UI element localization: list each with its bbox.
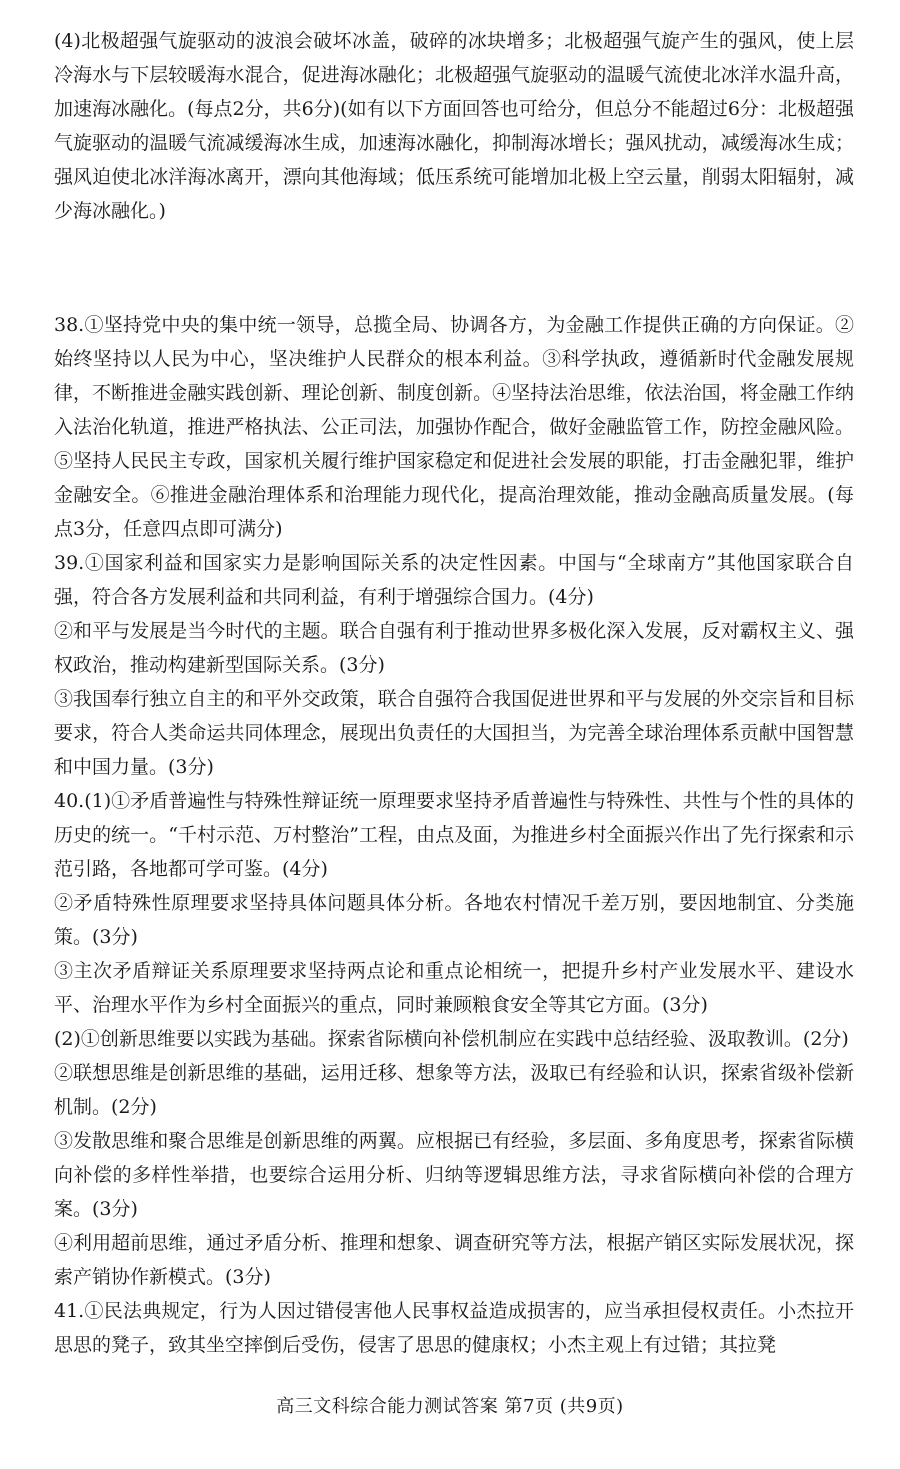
answer-paragraph-q40-2-4: ④利用超前思维，通过矛盾分析、推理和想象、调查研究等方法，根据产销区实际发展状况，探索产销协作新模式。(3分)	[54, 1232, 854, 1288]
answer-paragraph-q39-3: ③我国奉行独立自主的和平外交政策，联合自强符合我国促进世界和平与发展的外交宗旨和目标要求，符合人类命运共同体理念，展现出负责任的大国担当，为完善全球治理体系贡献中国智慧和中国力量。(3分)	[54, 688, 854, 778]
answer-paragraph-q40-1-2: ②矛盾特殊性原理要求坚持具体问题具体分析。各地农村情况千差万别，要因地制宜、分类施策。(3分)	[54, 892, 854, 948]
answer-paragraph-q37-4: (4)北极超强气旋驱动的波浪会破坏冰盖，破碎的冰块增多；北极超强气旋产生的强风，使上层冷海水与下层较暖海水混合，促进海冰融化；北极超强气旋驱动的温暖气流使北冰洋水温升高，加速海冰融化。(每点2分，共6分)(如有以下方面回答也可给分，但总分不能超过6分：北极超强气旋驱动的温暖气流减缓海冰生成，加速海冰融化，抑制海冰增长；强风扰动，减缓海冰生成；强风迫使北冰洋海冰离开，漂向其他海域；低压系统可能增加北极上空云量，削弱太阳辐射，减少海冰融化。)	[54, 30, 854, 222]
blank-gap	[54, 228, 854, 308]
answer-paragraph-q39-1: 39.①国家利益和国家实力是影响国际关系的决定性因素。中国与“全球南方”其他国家联合自强，符合各方发展利益和共同利益，有利于增强综合国力。(4分)	[54, 552, 854, 608]
answer-paragraph-q40-2-1: (2)①创新思维要以实践为基础。探索省际横向补偿机制应在实践中总结经验、汲取教训。(2分)	[54, 1028, 849, 1050]
answer-paragraph-q40-1-1: 40.(1)①矛盾普遍性与特殊性辩证统一原理要求坚持矛盾普遍性与特殊性、共性与个性的具体的历史的统一。“千村示范、万村整治”工程，由点及面，为推进乡村全面振兴作出了先行探索和示范引路，各地都可学可鉴。(4分)	[54, 790, 854, 880]
answer-paragraph-q40-1-3: ③主次矛盾辩证关系原理要求坚持两点论和重点论相统一，把提升乡村产业发展水平、建设水平、治理水平作为乡村全面振兴的重点，同时兼顾粮食安全等其它方面。(3分)	[54, 960, 854, 1016]
answer-paragraph-q39-2: ②和平与发展是当今时代的主题。联合自强有利于推动世界多极化深入发展，反对霸权主义、强权政治，推动构建新型国际关系。(3分)	[54, 620, 854, 676]
answer-paragraph-q40-2-3: ③发散思维和聚合思维是创新思维的两翼。应根据已有经验，多层面、多角度思考，探索省际横向补偿的多样性举措，也要综合运用分析、归纳等逻辑思维方法，寻求省际横向补偿的合理方案。(3分)	[54, 1130, 854, 1220]
answer-document	[54, 24, 854, 1362]
answer-paragraph-q38: 38.①坚持党中央的集中统一领导，总揽全局、协调各方，为金融工作提供正确的方向保证。②始终坚持以人民为中心，坚决维护人民群众的根本利益。③科学执政，遵循新时代金融发展规律，不断推进金融实践创新、理论创新、制度创新。④坚持法治思维，依法治国，将金融工作纳入法治化轨道，推进严格执法、公正司法，加强协作配合，做好金融监管工作，防控金融风险。⑤坚持人民民主专政，国家机关履行维护国家稳定和促进社会发展的职能，打击金融犯罪，维护金融安全。⑥推进金融治理体系和治理能力现代化，提高治理效能，推动金融高质量发展。(每点3分，任意四点即可满分)	[54, 314, 854, 540]
page-footer: 高三文科综合能力测试答案 第7页 (共9页)	[276, 1396, 624, 1417]
answer-paragraph-q40-2-2: ②联想思维是创新思维的基础，运用迁移、想象等方法，汲取已有经验和认识，探索省级补偿新机制。(2分)	[54, 1062, 854, 1118]
answer-paragraph-q41: 41.①民法典规定，行为人因过错侵害他人民事权益造成损害的，应当承担侵权责任。小杰拉开思思的凳子，致其坐空摔倒后受伤，侵害了思思的健康权；小杰主观上有过错；其拉凳	[54, 1300, 854, 1356]
